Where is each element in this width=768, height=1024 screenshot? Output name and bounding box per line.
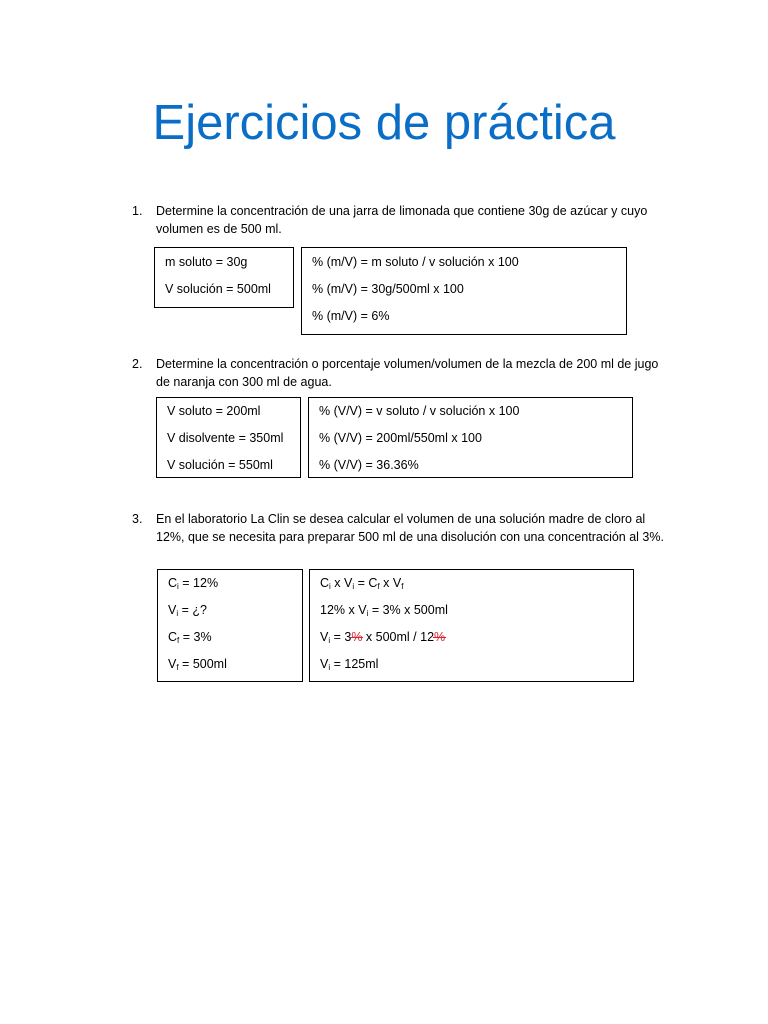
data-line: V solución = 550ml: [167, 458, 273, 472]
data-line-cf: $C_f = 3\%$: [168, 630, 212, 645]
solution-line: % (V/V) = v soluto / v solución x 100: [319, 404, 520, 418]
solution-line: % (V/V) = 36.36%: [319, 458, 419, 472]
question-2: [132, 355, 672, 391]
solution-line-formula: $C_i$ x $V_i = C_f$ x $V_f$: [320, 576, 404, 591]
solution-line: % (m/V) = 6%: [312, 309, 390, 323]
question-number: 3.: [132, 512, 143, 526]
data-box-2: [156, 397, 301, 478]
data-box-1: [154, 247, 294, 308]
data-line-ci: $C_i = 12\%$: [168, 576, 219, 591]
solution-box-2: [308, 397, 633, 478]
question-3: [132, 510, 672, 564]
cancelled-percent: %: [434, 630, 446, 644]
question-text: En el laboratorio La Clin se desea calcular el volumen de una solución madre de cloro al 12%, que se necesita para preparar 500 ml de una disolución con una concentración al 3%.: [156, 512, 664, 544]
data-line: V disolvente = 350ml: [167, 431, 284, 445]
data-line-vi: $V_i$ = ¿?: [168, 603, 207, 618]
solution-line: % (V/V) = 200ml/550ml x 100: [319, 431, 482, 445]
cancelled-percent: %: [351, 630, 363, 644]
solution-line: % (m/V) = m soluto / v solución x 100: [312, 255, 519, 269]
data-line: V solución = 500ml: [165, 282, 271, 296]
data-box-3: [157, 569, 303, 682]
question-1: [132, 202, 672, 238]
solution-box-1: [301, 247, 627, 335]
question-number: 2.: [132, 357, 143, 371]
question-text: Determine la concentración de una jarra de limonada que contiene 30g de azúcar y cuyo volumen es de 500 ml.: [156, 204, 648, 236]
page-title: Ejercicios de práctica: [152, 96, 616, 150]
data-line: m soluto = 30g: [165, 255, 248, 269]
question-number: 1.: [132, 204, 143, 218]
data-line-vf: $V_f = 500ml$: [168, 657, 227, 672]
solution-line-result: $V_i = 125ml$: [320, 657, 379, 672]
question-text: Determine la concentración o porcentaje volumen/volumen de la mezcla de 200 ml de jugo de naranja con 300 ml de agua.: [156, 357, 659, 389]
solution-line-cancel: $V_i = 3\%$ x 500ml / 12%: [320, 630, 446, 645]
solution-box-3: [309, 569, 634, 682]
data-line: V soluto = 200ml: [167, 404, 261, 418]
solution-line: % (m/V) = 30g/500ml x 100: [312, 282, 464, 296]
solution-line-substitution: 12% x $V_i = 3\%$ x 500ml: [320, 603, 448, 618]
